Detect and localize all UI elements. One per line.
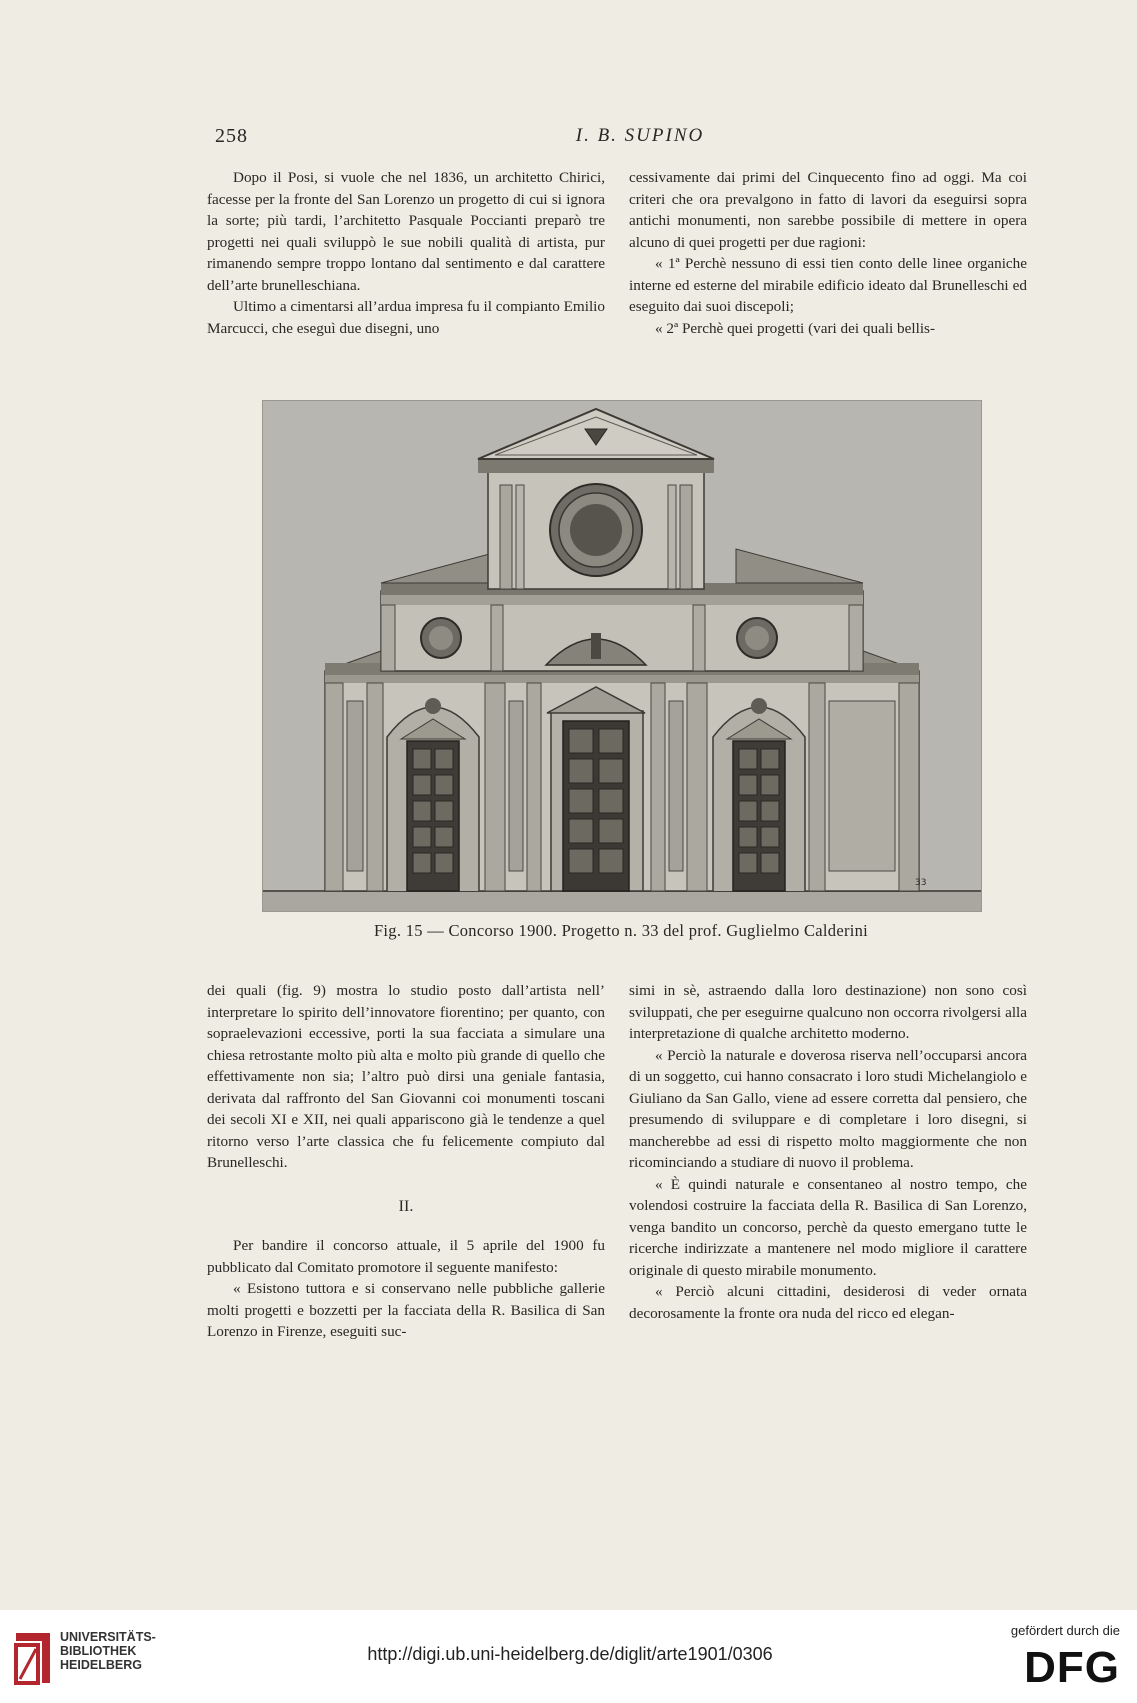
- funder-label: gefördert durch die: [1010, 1623, 1120, 1638]
- running-head: I. B. SUPINO: [575, 125, 705, 146]
- top-right-column: [629, 167, 1027, 339]
- facade-engraving: [262, 400, 982, 912]
- top-left-column: [207, 167, 605, 339]
- digitization-footer: [0, 1610, 1137, 1703]
- paragraph: Per bandire il concorso attuale, il 5 aprile del 1900 fu pubblicato dal Comitato promotore il seguente manifesto:: [207, 1237, 605, 1276]
- paragraph: « 2ª Perchè quei progetti (vari dei quali bellis-: [655, 319, 936, 337]
- plate-number: 33: [915, 878, 927, 888]
- dfg-logo: DFG: [1024, 1643, 1120, 1692]
- paragraph: Dopo il Posi, si vuole che nel 1836, un architetto Chirici, facesse per la fronte del San Lorenzo un progetto di cui si ignora la sorte; più tardi, l’architetto Pasquale Poccianti preparò tre progetti nei quali sviluppò le sue nobili qualità di artista, pur rimanendo sempre troppo lontano dal sentimento e dal carattere dell’arte brunelleschiana.: [207, 169, 605, 294]
- permalink-url[interactable]: http://digi.ub.uni-heidelberg.de/diglit/arte1901/0306: [367, 1644, 773, 1664]
- paragraph: dei quali (fig. 9) mostra lo studio posto dall’artista nell’ interpretare lo spirito dell’innovatore fiorentino; per quanto, con sopraelevazioni eccessive, porti la sua facciata a simulare una chiesa retrostante molto più alta e molto più grande di quello che effettivamente non sia; l’altro può dirsi una geniale fantasia, derivata dal raffronto del San Giovanni coi monumenti toscani dei secoli XI e XII, nei quali appariscono già le tendenze a quel ritorno verso l’arte classica che fu felicemente compiuto dal Brunelleschi.: [207, 982, 605, 1171]
- facade-drawing: [263, 401, 981, 911]
- library-name-line: BIBLIOTHEK: [60, 1644, 137, 1658]
- paragraph: « Esistono tuttora e si conservano nelle pubbliche gallerie molti progetti e bozzetti per la facciata della R. Basilica di San Lorenzo in Firenze, eseguiti suc-: [207, 1280, 605, 1340]
- paragraph: « Perciò alcuni cittadini, desiderosi di veder ornata decorosamente la fronte ora nuda del ricco ed elegan-: [629, 1283, 1027, 1322]
- bottom-right-column: [629, 980, 1027, 1324]
- bottom-left-column: [207, 980, 605, 1343]
- university-library-logo-icon: [12, 1629, 54, 1687]
- library-name-line: HEIDELBERG: [60, 1658, 142, 1672]
- library-name-line: UNIVERSITÄTS-: [60, 1630, 156, 1644]
- paragraph: « Perciò la naturale e doverosa riserva nell’occuparsi ancora di un soggetto, cui hanno consacrato i loro studi Michelangiolo e Giuliano da San Gallo, viene ad essere corretta dal pensiero, che presumendo di sviluppare e di completare i loro disegni, si mancherebbe ad essi di rispetto molto maggiormente che non ricominciando a studiare di nuovo il problema.: [629, 1046, 1027, 1171]
- figure-caption: Fig. 15 — Concorso 1900. Progetto n. 33 del prof. Guglielmo Calderini: [373, 921, 869, 940]
- paragraph: simi in sè, astraendo dalla loro destinazione) non sono così sviluppati, che per eseguirne qualcuno non occorra rivolgersi alla interpretazione di qualche architetto moderno.: [629, 982, 1027, 1042]
- paragraph: « 1ª Perchè nessuno di essi tien conto delle linee organiche interne ed esterne del mirabile edificio ideato dal Brunelleschi ed eseguito dai suoi discepoli;: [629, 255, 1027, 315]
- page-number: 258: [215, 125, 248, 147]
- paragraph: cessivamente dai primi del Cinquecento fino ad oggi. Ma coi criteri che ora prevalgono in fatto di lavori da eseguirsi sopra antichi monumenti, non sarebbe possibile di mettere in opera alcuno di quei progetti per due ragioni:: [629, 169, 1027, 251]
- section-heading: II.: [398, 1197, 414, 1215]
- paragraph: « È quindi naturale e consentaneo al nostro tempo, che volendosi costruire la facciata della R. Basilica di San Lorenzo, venga bandito un concorso, perchè da questo emergano tutte le ricerche indirizzate a mantenere nel modo migliore il carattere originale di questo mirabile monumento.: [629, 1175, 1027, 1279]
- paragraph: Ultimo a cimentarsi all’ardua impresa fu il compianto Emilio Marcucci, che eseguì due disegni, uno: [207, 298, 605, 337]
- library-name: [60, 1630, 156, 1672]
